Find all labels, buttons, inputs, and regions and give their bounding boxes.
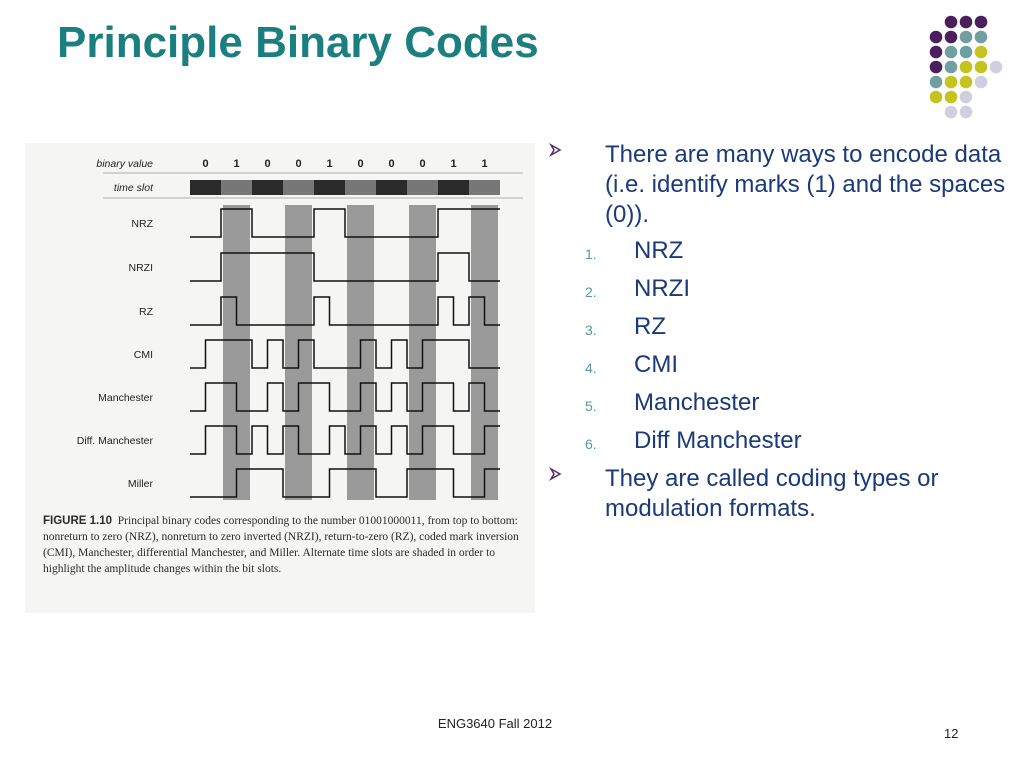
list-item <box>545 312 1010 343</box>
row-label: RZ <box>139 306 153 318</box>
decorative-dot <box>945 16 958 29</box>
time-slot-cell <box>190 180 221 195</box>
list-item-label: RZ <box>634 313 666 340</box>
bullet-intro <box>545 140 1010 230</box>
list-item-label: NRZI <box>634 275 690 302</box>
list-item-label: CMI <box>634 351 678 378</box>
list-item-number: 1. <box>585 246 597 262</box>
figure-caption <box>43 513 533 577</box>
binary-digit: 1 <box>233 158 240 170</box>
list-item-label: Manchester <box>634 389 760 416</box>
list-item-number: 5. <box>585 398 597 414</box>
decorative-dot <box>975 31 988 44</box>
list-item-number: 6. <box>585 436 597 452</box>
list-item <box>545 426 1010 457</box>
time-slot-cell <box>469 180 500 195</box>
outro-text: They are called coding types or modulation formats. <box>605 465 939 522</box>
list-item <box>545 236 1010 267</box>
slide-content <box>545 140 1010 530</box>
binary-digit: 0 <box>295 158 302 170</box>
waveform-line <box>190 426 500 454</box>
waveform-diagram <box>25 143 535 508</box>
decorative-dot <box>975 61 988 74</box>
coding-types-list <box>545 236 1010 457</box>
row-label: Diff. Manchester <box>76 435 153 447</box>
decorative-dot <box>945 46 958 59</box>
binary-digit: 0 <box>419 158 426 170</box>
decorative-dot <box>975 16 988 29</box>
binary-digit: 1 <box>326 158 333 170</box>
figure-caption-label: FIGURE 1.10 <box>43 515 113 527</box>
row-label: Manchester <box>98 392 153 404</box>
decorative-dot <box>945 76 958 89</box>
binary-digit: 1 <box>481 158 488 170</box>
arrow-bullet-icon <box>548 466 564 482</box>
decorative-dot <box>960 91 973 104</box>
decorative-dot <box>945 61 958 74</box>
arrow-bullet-icon <box>548 142 564 158</box>
row-label: time slot <box>113 182 153 194</box>
decorative-dot <box>945 31 958 44</box>
decorative-dot <box>975 76 988 89</box>
binary-digit: 0 <box>264 158 271 170</box>
row-label: NRZ <box>131 218 153 230</box>
binary-digit: 1 <box>450 158 457 170</box>
decorative-dot <box>960 61 973 74</box>
decorative-dot <box>945 91 958 104</box>
waveform-line <box>190 383 500 411</box>
time-slot-cell <box>252 180 283 195</box>
page-number: 12 <box>944 726 959 741</box>
row-label: NRZI <box>128 262 153 274</box>
time-slot-cell <box>283 180 314 195</box>
decorative-dot <box>930 31 943 44</box>
waveform-line <box>190 297 500 325</box>
decorative-dot <box>930 61 943 74</box>
list-item-label: NRZ <box>634 237 684 264</box>
decorative-dot <box>960 31 973 44</box>
decorative-dot <box>930 91 943 104</box>
shaded-time-slot <box>223 205 250 500</box>
decorative-dot <box>960 46 973 59</box>
slide-footer: ENG3640 Fall 2012 <box>437 716 553 731</box>
time-slot-cell <box>345 180 376 195</box>
decorative-dot <box>960 106 973 119</box>
decorative-dot <box>975 46 988 59</box>
decorative-dot <box>960 76 973 89</box>
list-item-label: Diff Manchester <box>634 427 802 454</box>
time-slot-cell <box>438 180 469 195</box>
binary-digit: 0 <box>202 158 209 170</box>
figure-caption-text: Principal binary codes corresponding to the number 01001000011, from top to bottom: nonreturn to zero (NRZ), nonreturn to zero inverted (NRZI), return-to-zero (RZ), coded mark inversion (CMI), Manchester, differential Manchester, and Miller. Alternate time slots are shaded in order to highlight the amplitude changes within the bit slots. <box>43 515 519 575</box>
list-item <box>545 350 1010 381</box>
decorative-dot <box>990 61 1003 74</box>
time-slot-cell <box>407 180 438 195</box>
binary-digit: 0 <box>357 158 364 170</box>
list-item-number: 2. <box>585 284 597 300</box>
row-label: binary value <box>96 158 153 170</box>
time-slot-cell <box>314 180 345 195</box>
decorative-dot <box>930 46 943 59</box>
binary-digit: 0 <box>388 158 395 170</box>
decorative-dot <box>930 76 943 89</box>
bullet-outro <box>545 464 1010 524</box>
decorative-dot <box>960 16 973 29</box>
shaded-time-slot <box>471 205 498 500</box>
list-item <box>545 274 1010 305</box>
decorative-dot <box>945 106 958 119</box>
time-slot-cell <box>221 180 252 195</box>
binary-codes-figure <box>25 143 535 613</box>
slide-title: Principle Binary Codes <box>57 18 539 67</box>
list-item-number: 4. <box>585 360 597 376</box>
list-item-number: 3. <box>585 322 597 338</box>
list-item <box>545 388 1010 419</box>
time-slot-cell <box>376 180 407 195</box>
intro-text: There are many ways to encode data (i.e. identify marks (1) and the spaces (0)). <box>605 141 1006 228</box>
row-label: Miller <box>127 478 153 490</box>
row-label: CMI <box>133 349 153 361</box>
decorative-dot-grid <box>928 14 1018 132</box>
waveform-line <box>190 469 500 497</box>
